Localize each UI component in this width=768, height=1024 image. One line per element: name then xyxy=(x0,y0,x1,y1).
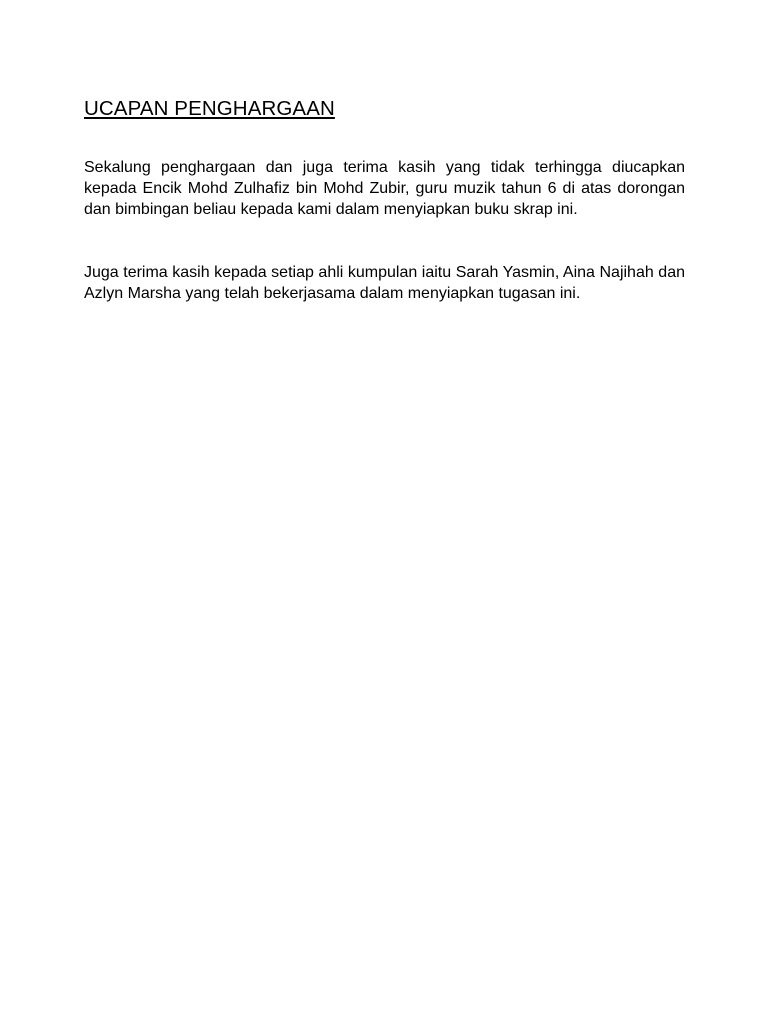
acknowledgement-paragraph-1: Sekalung penghargaan dan juga terima kasih yang tidak terhingga diucapkan kepada Encik Mohd Zulhafiz bin Mohd Zubir, guru muzik tahun 6 di atas dorongan dan bimbingan beliau kepada kami dalam menyiapkan buku skrap ini. xyxy=(84,159,685,218)
acknowledgement-paragraph-2: Juga terima kasih kepada setiap ahli kumpulan iaitu Sarah Yasmin, Aina Najihah dan Azlyn Marsha yang telah bekerjasama dalam menyiapkan tugasan ini. xyxy=(84,264,685,302)
page-title: UCAPAN PENGHARGAAN xyxy=(84,97,335,120)
